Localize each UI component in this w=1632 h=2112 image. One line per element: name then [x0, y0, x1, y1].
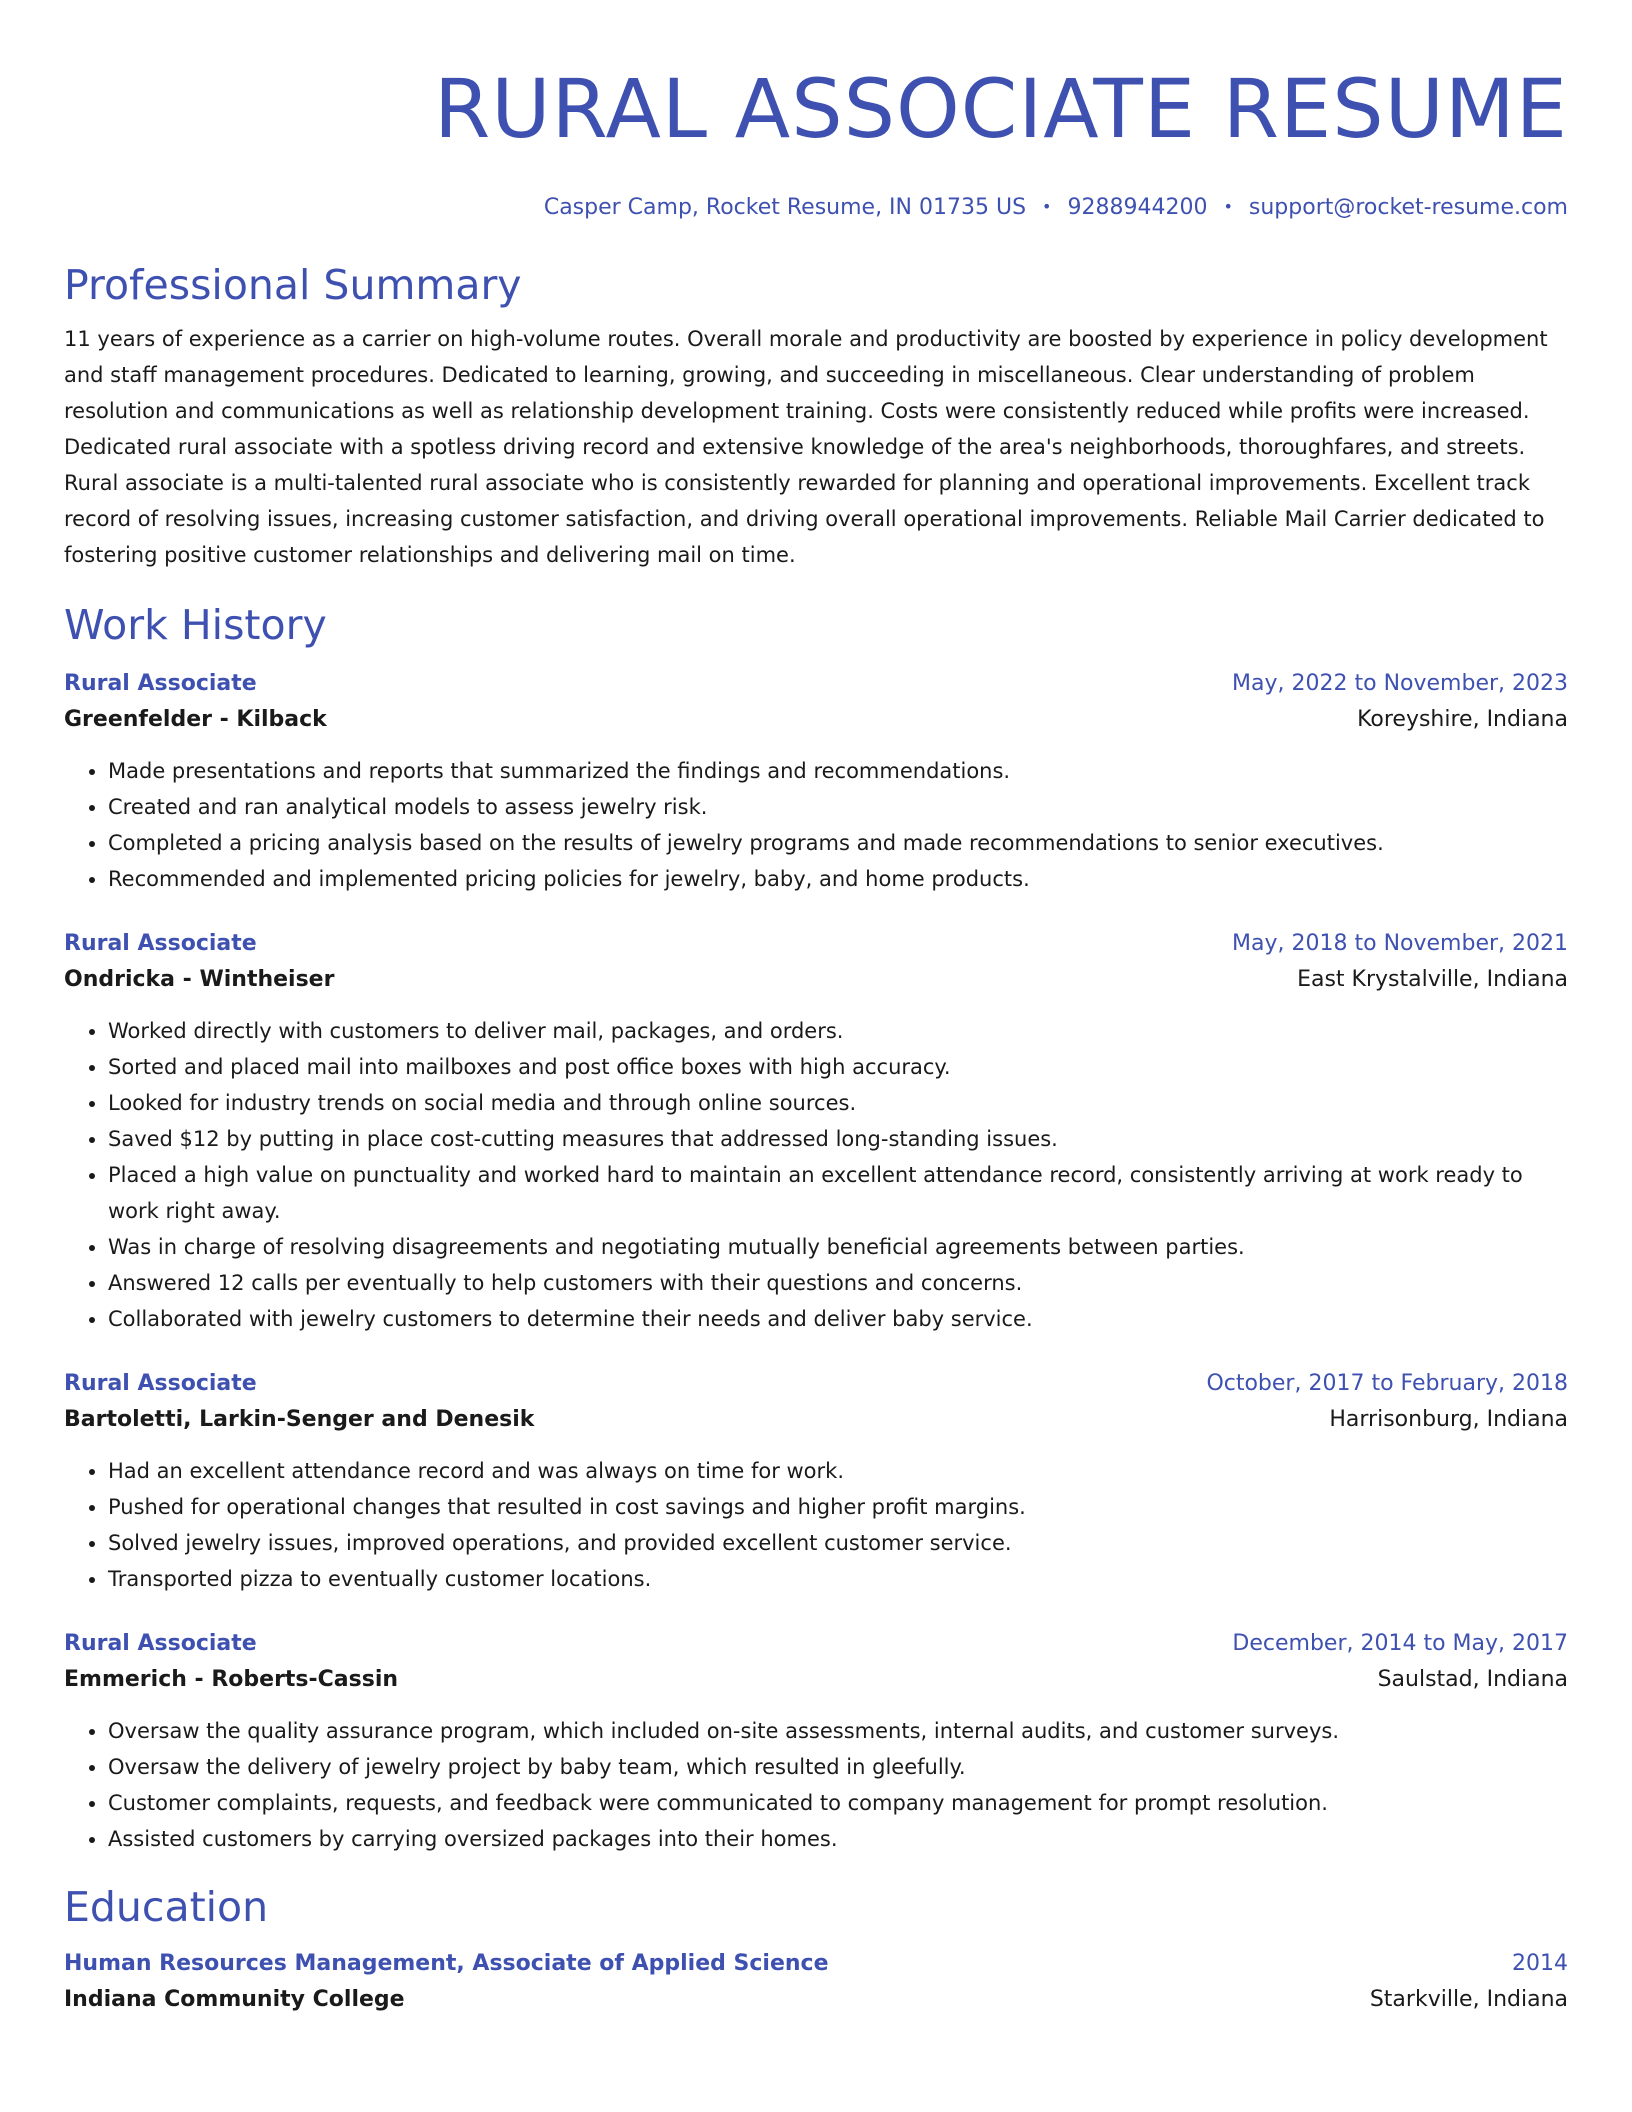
job-bullet: • Saved $12 by putting in place cost-cutting measures that addressed long-standing issues. — [108, 1121, 1568, 1157]
job-title-row — [64, 927, 1568, 961]
job-title-row — [64, 667, 1568, 701]
job-company-row — [64, 1401, 1568, 1439]
job-title: Rural Associate — [64, 671, 257, 696]
job-location: Koreyshire, Indiana — [1357, 707, 1568, 732]
job-company: Greenfelder - Kilback — [64, 707, 327, 732]
section-heading: Work History — [64, 601, 327, 649]
job-bullet: • Looked for industry trends on social media and through online sources. — [108, 1085, 1568, 1121]
job-bullets — [64, 753, 1568, 897]
education-section — [64, 1881, 1568, 2019]
education-degree-row — [64, 1947, 1568, 1981]
job-location: Harrisonburg, Indiana — [1329, 1407, 1568, 1432]
job-bullet: • Oversaw the quality assurance program, which included on-site assessments, internal audits, and customer surveys. — [108, 1713, 1568, 1749]
job-location: East Krystalville, Indiana — [1297, 967, 1568, 992]
contact-line — [64, 192, 1568, 223]
job-location: Saulstad, Indiana — [1377, 1667, 1568, 1692]
job-bullet: • Recommended and implemented pricing policies for jewelry, baby, and home products. — [108, 861, 1568, 897]
summary-paragraph: 11 years of experience as a carrier on high-volume routes. Overall morale and productivity are boosted by experience in policy development and staff management procedures. Dedicated to learning, growing, and succeeding in miscellaneous. Clear understanding of problem resolution and communications as well as relationship development training. Costs were consistently reduced while profits were increased. Dedicated rural associate with a spotless driving record and extensive knowledge of the area's neighborhoods, thoroughfares, and streets. Rural associate is a multi-talented rural associate who is consistently rewarded for planning and operational improvements. Excellent track record of resolving issues, increasing customer satisfaction, and driving overall operational improvements. Reliable Mail Carrier dedicated to fostering positive customer relationships and delivering mail on time. — [64, 327, 1548, 567]
education-location: Starkville, Indiana — [1369, 1987, 1568, 2012]
job-bullet: • Oversaw the delivery of jewelry project by baby team, which resulted in gleefully. — [108, 1749, 1568, 1785]
job-dates: December, 2014 to May, 2017 — [1232, 1631, 1568, 1656]
contact-address: Casper Camp, Rocket Resume, IN 01735 US — [543, 195, 1027, 220]
job-bullet: • Placed a high value on punctuality and worked hard to maintain an excellent attendance record, consistently arriving at work ready to work right away. — [108, 1157, 1568, 1229]
job-bullet: • Created and ran analytical models to assess jewelry risk. — [108, 789, 1568, 825]
job-bullet: • Completed a pricing analysis based on the results of jewelry programs and made recommendations to senior executives. — [108, 825, 1568, 861]
education-entry — [64, 1947, 1568, 2019]
job-dates: May, 2022 to November, 2023 — [1232, 671, 1568, 696]
job-bullet: • Answered 12 calls per eventually to help customers with their questions and concerns. — [108, 1265, 1568, 1301]
job-entry — [64, 1627, 1568, 1857]
job-dates: October, 2017 to February, 2018 — [1206, 1371, 1568, 1396]
job-company-row — [64, 1661, 1568, 1699]
professional-summary-section — [64, 259, 1568, 573]
job-bullet: • Assisted customers by carrying oversized packages into their homes. — [108, 1821, 1568, 1857]
job-title: Rural Associate — [64, 1371, 257, 1396]
contact-phone: 9288944200 — [1067, 195, 1208, 220]
education-degree: Human Resources Management, Associate of Applied Science — [64, 1951, 829, 1976]
job-bullet: • Had an excellent attendance record and was always on time for work. — [108, 1453, 1568, 1489]
job-bullet: • Made presentations and reports that summarized the findings and recommendations. — [108, 753, 1568, 789]
job-title: Rural Associate — [64, 1631, 257, 1656]
job-bullet: • Collaborated with jewelry customers to determine their needs and deliver baby service. — [108, 1301, 1568, 1337]
job-company: Bartoletti, Larkin-Senger and Denesik — [64, 1407, 535, 1432]
job-dates: May, 2018 to November, 2021 — [1232, 931, 1568, 956]
education-year: 2014 — [1512, 1951, 1568, 1976]
job-entry — [64, 1367, 1568, 1597]
contact-email: support@rocket-resume.com — [1248, 195, 1568, 220]
job-bullet: • Was in charge of resolving disagreements and negotiating mutually beneficial agreements between parties. — [108, 1229, 1568, 1265]
education-school-row — [64, 1981, 1568, 2019]
work-history-section — [64, 599, 1568, 1857]
job-bullets — [64, 1453, 1568, 1597]
job-company: Emmerich - Roberts-Cassin — [64, 1667, 399, 1692]
bullet-separator: • — [1223, 197, 1233, 216]
bullet-separator: • — [1042, 197, 1052, 216]
job-title: Rural Associate — [64, 931, 257, 956]
job-bullet: • Transported pizza to eventually customer locations. — [108, 1561, 1568, 1597]
section-heading: Education — [64, 1883, 269, 1931]
job-bullet: • Solved jewelry issues, improved operations, and provided excellent customer service. — [108, 1525, 1568, 1561]
job-title-row — [64, 1367, 1568, 1401]
job-bullet: • Sorted and placed mail into mailboxes and post office boxes with high accuracy. — [108, 1049, 1568, 1085]
job-bullets — [64, 1713, 1568, 1857]
section-heading: Professional Summary — [64, 261, 522, 309]
resume-title: RURAL ASSOCIATE RESUME — [433, 63, 1568, 157]
job-company-row — [64, 961, 1568, 999]
job-entry — [64, 927, 1568, 1337]
job-bullet: • Worked directly with customers to deliver mail, packages, and orders. — [108, 1013, 1568, 1049]
education-school: Indiana Community College — [64, 1987, 405, 2012]
job-entry — [64, 667, 1568, 897]
job-title-row — [64, 1627, 1568, 1661]
job-bullet: • Customer complaints, requests, and feedback were communicated to company management for prompt resolution. — [108, 1785, 1568, 1821]
job-company-row — [64, 701, 1568, 739]
job-company: Ondricka - Wintheiser — [64, 967, 335, 992]
job-bullets — [64, 1013, 1568, 1337]
resume-header — [64, 58, 1568, 223]
job-bullet: • Pushed for operational changes that resulted in cost savings and higher profit margins. — [108, 1489, 1568, 1525]
